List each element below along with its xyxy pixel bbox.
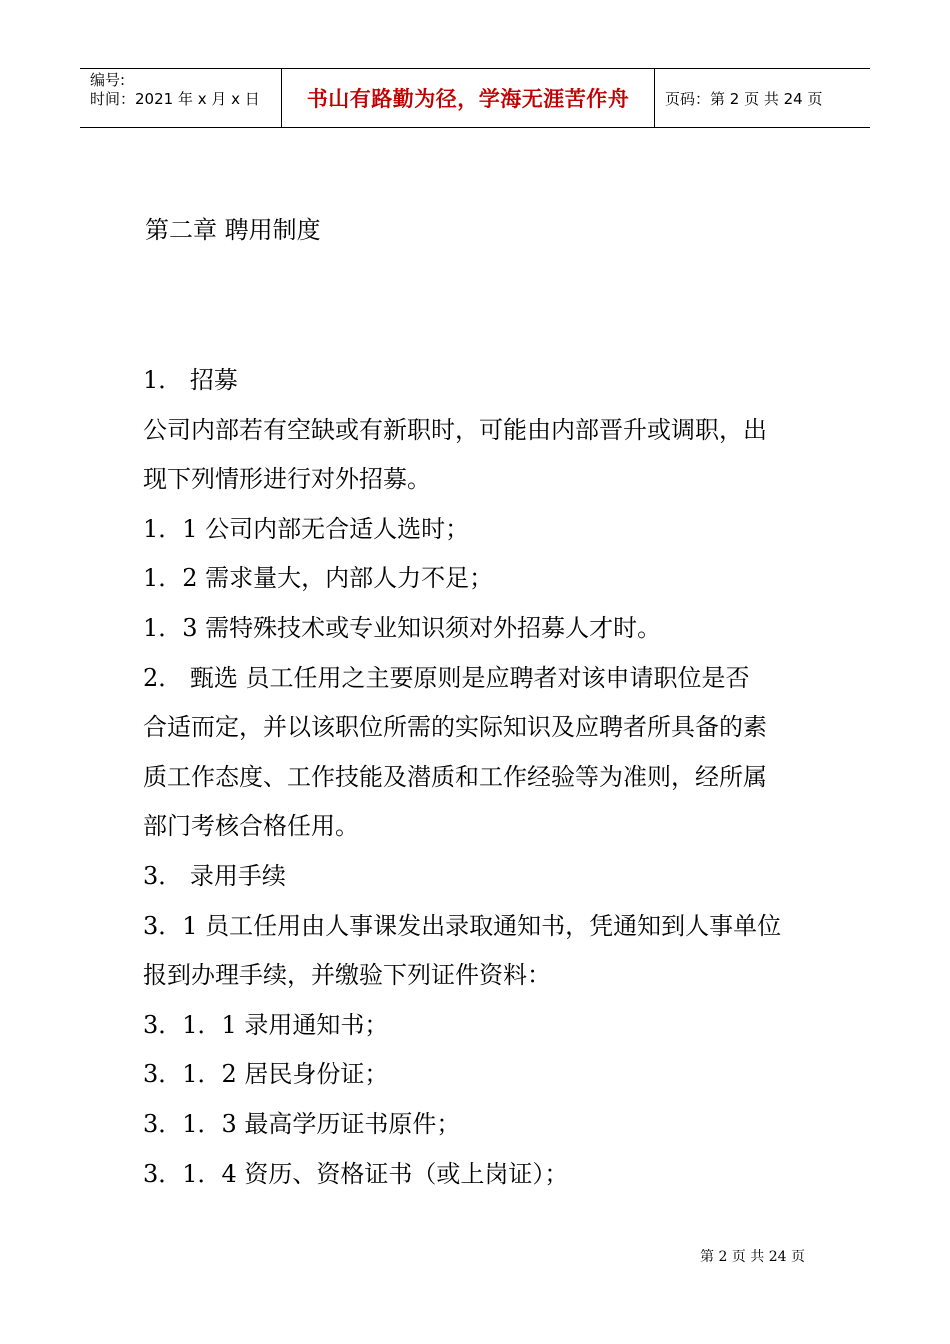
body-line: 1．1 公司内部无合适人选时； bbox=[143, 514, 470, 543]
body-line: 3．1．3 最高学历证书原件； bbox=[143, 1109, 461, 1138]
page-footer: 第 2 页 共 24 页 bbox=[700, 1249, 805, 1265]
body-line: 1．3 需特殊技术或专业知识须对外招募人才时。 bbox=[143, 613, 662, 642]
body-line: 1．2 需求量大，内部人力不足； bbox=[143, 564, 494, 593]
body-line: 3．1．1 录用通知书； bbox=[143, 1010, 389, 1039]
chapter-title: 第二章 聘用制度 bbox=[145, 216, 321, 244]
body-line: 合适而定，并以该职位所需的实际知识及应聘者所具备的素 bbox=[143, 713, 767, 742]
body-line: 3．1．4 资历、资格证书（或上岗证）； bbox=[143, 1159, 569, 1188]
body-line: 1． 招募 bbox=[143, 366, 238, 394]
body-line: 部门考核合格任用。 bbox=[143, 812, 359, 841]
header-page-info: 页码：第 2 页 共 24 页 bbox=[665, 89, 823, 108]
header-motto: 书山有路勤为径，学海无涯苦作舟 bbox=[282, 69, 655, 127]
document-number-label: 编号: bbox=[90, 71, 126, 89]
document-time-label: 时间：2021 年 x 月 x 日 bbox=[90, 90, 260, 108]
body-line: 2． 甄选 员工任用之主要原则是应聘者对该申请职位是否 bbox=[143, 663, 750, 692]
body-line: 现下列情形进行对外招募。 bbox=[143, 465, 431, 494]
body-line: 3． 录用手续 bbox=[143, 861, 286, 890]
document-body bbox=[143, 356, 813, 1199]
header-meta bbox=[80, 69, 282, 127]
body-line: 3．1．2 居民身份证； bbox=[143, 1060, 389, 1089]
page-header bbox=[80, 68, 870, 128]
body-line: 质工作态度、工作技能及潜质和工作经验等为准则，经所属 bbox=[143, 762, 767, 791]
body-line: 公司内部若有空缺或有新职时，可能由内部晋升或调职，出 bbox=[143, 415, 767, 444]
body-line: 报到办理手续，并缴验下列证件资料： bbox=[143, 961, 551, 990]
body-line: 3．1 员工任用由人事课发出录取通知书，凭通知到人事单位 bbox=[143, 911, 782, 940]
